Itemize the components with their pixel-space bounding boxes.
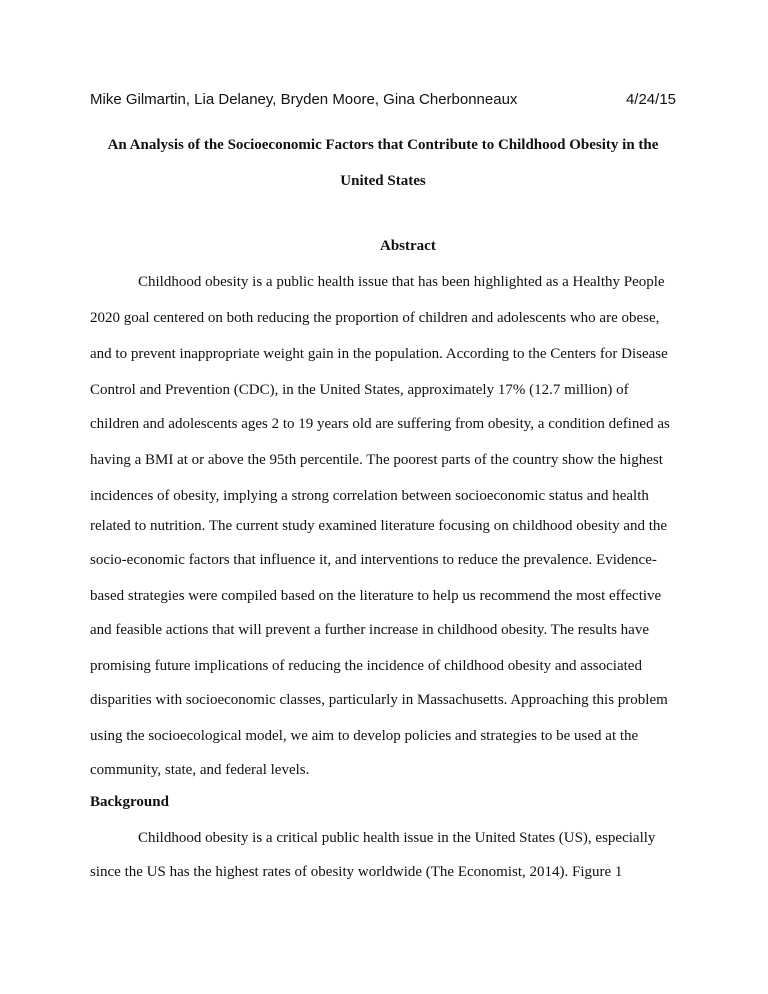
abstract-line: Childhood obesity is a public health issue that has been highlighted as a Healthy People [138,274,665,290]
background-line: since the US has the highest rates of obesity worldwide (The Economist, 2014). Figure 1 [90,864,623,880]
paper-title-line-1: An Analysis of the Socioeconomic Factors that Contribute to Childhood Obesity in the [107,137,659,153]
date: 4/24/15 [625,91,676,108]
background-line: Childhood obesity is a critical public health issue in the United States (US), especially [138,830,656,846]
abstract-line: promising future implications of reducing the incidence of childhood obesity and associated [90,658,642,674]
abstract-line: related to nutrition. The current study examined literature focusing on childhood obesity and the [90,518,668,534]
background-heading: Background [90,794,169,810]
abstract-line: incidences of obesity, implying a strong correlation between socioeconomic status and health [90,488,649,504]
header-line [90,91,676,111]
abstract-line: and to prevent inappropriate weight gain in the population. According to the Centers for Disease [90,346,668,362]
abstract-line: using the socioecological model, we aim to develop policies and strategies to be used at the [90,728,639,744]
abstract-line: disparities with socioeconomic classes, particularly in Massachusetts. Approaching this problem [90,692,668,708]
abstract-line: based strategies were compiled based on the literature to help us recommend the most effective [90,588,662,604]
abstract-line: having a BMI at or above the 95th percentile. The poorest parts of the country show the highest [90,452,663,468]
abstract-heading: Abstract [380,238,436,254]
abstract-line: community, state, and federal levels. [90,762,310,778]
paper-title-line-2: United States [340,173,426,189]
abstract-line: children and adolescents ages 2 to 19 years old are suffering from obesity, a condition defined as [90,416,670,432]
abstract-line: socio-economic factors that influence it, and interventions to reduce the prevalence. Evidence- [90,552,657,568]
abstract-line: and feasible actions that will prevent a further increase in childhood obesity. The results have [90,622,649,638]
abstract-line: Control and Prevention (CDC), in the United States, approximately 17% (12.7 million) of [90,382,629,398]
abstract-line: 2020 goal centered on both reducing the proportion of children and adolescents who are obese, [90,310,660,326]
authors: Mike Gilmartin, Lia Delaney, Bryden Moore, Gina Cherbonneaux [90,91,518,108]
